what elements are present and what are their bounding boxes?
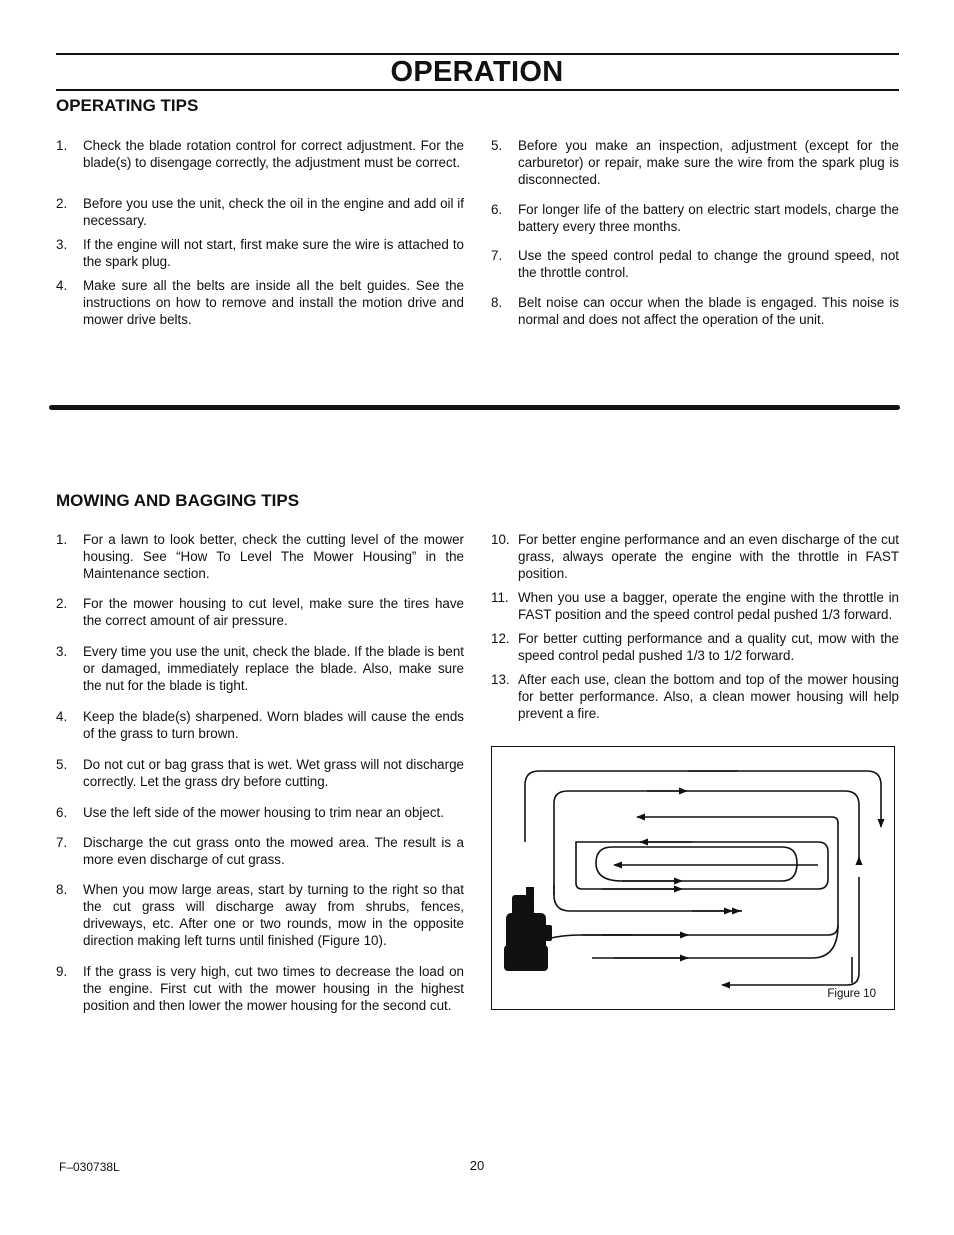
mowing-pattern-diagram	[492, 747, 896, 1011]
list-item: 13. After each use, clean the bottom and top of the mower housing for better performance. Also, a clean mower housing will help prevent a fire.	[491, 672, 899, 721]
list-item: 10. For better engine performance and an even discharge of the cut grass, always operate the engine with the throttle in FAST position.	[491, 532, 899, 581]
page-title: OPERATION	[390, 56, 564, 88]
list-item: 6. For longer life of the battery on electric start models, charge the battery every three months.	[491, 202, 899, 234]
document-code: F–030738L	[59, 1160, 120, 1174]
list-item: 9. If the grass is very high, cut two times to decrease the load on the engine. First cut with the mower housing in the highest position and then lower the mower housing for the second cut.	[56, 964, 464, 1013]
section-divider	[49, 405, 900, 410]
list-item: 7. Use the speed control pedal to change the ground speed, not the throttle control.	[491, 248, 899, 280]
list-item: 7. Discharge the cut grass onto the mowed area. The result is a more even discharge of cut grass.	[56, 835, 464, 867]
list-item: 4. Make sure all the belts are inside all the belt guides. See the instructions on how to remove and install the motion drive and mower drive belts.	[56, 278, 464, 327]
figure-caption: Figure 10	[827, 988, 876, 1000]
list-item: 6. Use the left side of the mower housing to trim near an object.	[56, 805, 444, 820]
mower-icon	[504, 887, 552, 971]
list-item: 12. For better cutting performance and a quality cut, mow with the speed control pedal pushed 1/3 to 1/2 forward.	[491, 631, 899, 663]
page-number: 20	[469, 1158, 485, 1173]
list-item: 5. Do not cut or bag grass that is wet. Wet grass will not discharge correctly. Let the grass dry before cutting.	[56, 757, 464, 789]
list-item: 3. Every time you use the unit, check the blade. If the blade is bent or damaged, immediately replace the blade. Also, make sure the nut for the blade is tight.	[56, 644, 464, 693]
list-item: 5. Before you make an inspection, adjustment (except for the carburetor) or repair, make sure the wire from the spark plug is disconnected.	[491, 138, 899, 187]
mowing-path-round-5	[596, 847, 797, 881]
list-item: 11. When you use a bagger, operate the engine with the throttle in FAST position and the speed control pedal pushed 1/3 forward.	[491, 590, 899, 622]
list-item: 8. Belt noise can occur when the blade is engaged. This noise is normal and does not affect the operation of the unit.	[491, 295, 899, 327]
list-item: 1. For a lawn to look better, check the cutting level of the mower housing. See “How To Level The Mower Housing” in the Maintenance section.	[56, 532, 464, 581]
list-item: 4. Keep the blade(s) sharpened. Worn blades will cause the ends of the grass to turn brown.	[56, 709, 464, 741]
list-item: 2. Before you use the unit, check the oil in the engine and add oil if necessary.	[56, 196, 464, 228]
list-item: 2. For the mower housing to cut level, make sure the tires have the correct amount of air pressure.	[56, 596, 464, 628]
title-bottom-rule	[56, 89, 899, 91]
mowing-path-outer	[525, 771, 881, 842]
list-item: 8. When you mow large areas, start by turning to the right so that the cut grass will discharge away from shrubs, fences, driveways, etc. After one or two rounds, mow in the opposite direction making left turns until finished (Figure 10).	[56, 882, 464, 948]
list-item: 3. If the engine will not start, first make sure the wire is attached to the spark plug.	[56, 237, 464, 269]
list-item: 1. Check the blade rotation control for correct adjustment. For the blade(s) to disengage correctly, the adjustment must be correct.	[56, 138, 464, 170]
operating-tips-heading: OPERATING TIPS	[56, 96, 199, 115]
mowing-tips-heading: MOWING AND BAGGING TIPS	[56, 491, 300, 510]
figure-10-mowing-pattern	[491, 746, 895, 1010]
